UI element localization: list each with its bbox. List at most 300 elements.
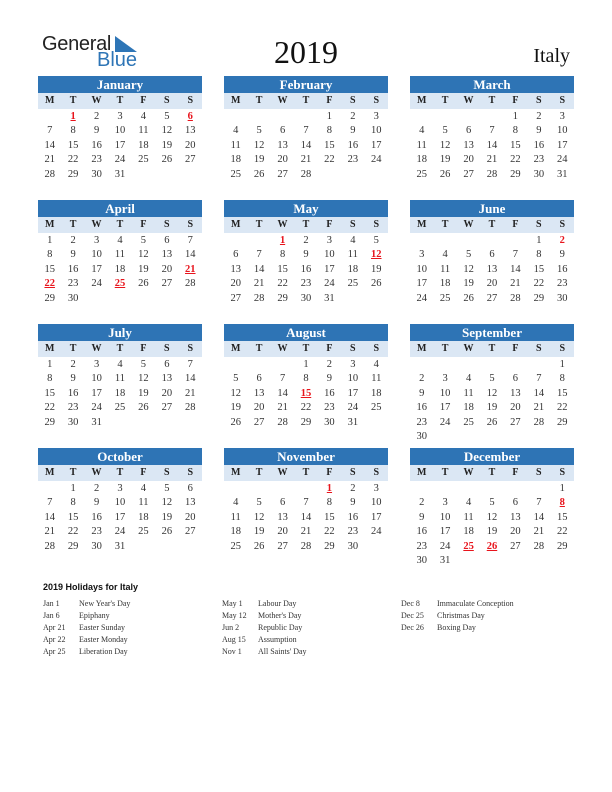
day-cell: 29 (300, 416, 312, 428)
day-cell: 27 (185, 154, 196, 166)
weekday-label: F (512, 467, 519, 478)
day-cell: 3 (117, 483, 123, 494)
day-cell: 23 (416, 416, 427, 428)
holiday-date: Apr 22 (43, 635, 66, 644)
weekday-label: T (441, 467, 449, 478)
day-cell: 27 (510, 416, 521, 428)
day-cell: 23 (557, 278, 568, 290)
day-cell: 20 (185, 511, 196, 523)
weekday-label: M (44, 219, 55, 230)
day-cell: 15 (510, 139, 521, 151)
holiday-date: Jun 2 (222, 623, 240, 632)
day-cell: 11 (463, 387, 474, 399)
weekday-label: T (69, 95, 77, 106)
day-cell: 3 (373, 483, 379, 494)
day-cell: 29 (557, 540, 568, 552)
weekday-label: W (463, 219, 474, 230)
day-cell: 23 (67, 402, 79, 414)
day-cell: 5 (373, 235, 379, 246)
day-cell: 25 (347, 278, 359, 290)
day-cell: 28 (185, 402, 196, 414)
day-cell: 12 (253, 139, 265, 151)
month-header: September (410, 324, 574, 341)
day-cell: 25 (230, 168, 241, 180)
day-cell: 27 (161, 278, 173, 290)
day-cell: 1 (70, 483, 76, 494)
empty-cell (224, 110, 247, 124)
day-cell: 2 (93, 483, 100, 494)
weekday-label: M (230, 343, 241, 354)
day-cell: 6 (279, 497, 286, 509)
day-cell: 30 (533, 168, 545, 180)
empty-cell (480, 482, 503, 496)
day-cell: 7 (47, 497, 53, 509)
day-cell: 13 (185, 497, 196, 509)
day-cell: 14 (185, 373, 196, 385)
day-cell: 8 (279, 249, 286, 261)
holiday-name: Easter Sunday (79, 623, 125, 632)
day-cell: 12 (486, 387, 498, 399)
day-cell: 9 (93, 125, 100, 137)
day-cell: 26 (161, 526, 173, 538)
day-cell: 6 (233, 249, 239, 261)
day-cell: 20 (510, 526, 521, 538)
weekday-label: F (140, 95, 147, 106)
weekday-label: F (512, 219, 519, 230)
weekday-label: M (416, 343, 427, 354)
day-grid (38, 234, 202, 306)
empty-cell (247, 482, 270, 496)
day-cell: 22 (67, 526, 79, 538)
day-cell: 12 (463, 263, 474, 275)
day-cell: 15 (67, 139, 79, 151)
month-july (38, 324, 202, 430)
day-cell: 19 (439, 154, 451, 166)
month-header: May (224, 200, 388, 217)
day-cell: 24 (557, 154, 568, 166)
weekday-label: S (536, 219, 542, 230)
holiday-date: Jan 6 (43, 611, 60, 620)
day-cell: 18 (114, 387, 126, 399)
day-cell: 29 (324, 540, 335, 552)
day-cell: 27 (277, 168, 288, 180)
day-cell: 4 (117, 235, 123, 246)
weekday-row (410, 217, 574, 233)
day-cell: 20 (510, 402, 521, 414)
holiday-date: Nov 1 (222, 647, 242, 656)
weekday-row (224, 341, 388, 357)
weekday-label: T (69, 219, 77, 230)
day-cell: 22 (277, 278, 288, 290)
logo-blue-text: Blue (97, 49, 138, 71)
weekday-label: F (512, 343, 519, 354)
weekday-label: F (140, 219, 147, 230)
weekday-label: T (116, 467, 124, 478)
empty-cell (480, 358, 503, 372)
day-cell: 10 (91, 249, 102, 261)
day-cell: 2 (93, 111, 100, 122)
day-cell: 12 (253, 511, 265, 523)
empty-cell (247, 110, 270, 124)
day-cell: 3 (373, 111, 379, 122)
weekday-row (410, 465, 574, 481)
day-cell: 14 (533, 511, 545, 523)
holiday-row (401, 622, 514, 634)
weekday-label: S (536, 95, 542, 106)
day-cell: 28 (277, 416, 288, 428)
day-cell: 18 (416, 154, 427, 166)
weekday-label: T (488, 343, 496, 354)
day-cell: 17 (114, 139, 126, 151)
day-cell: 3 (93, 359, 100, 370)
month-header: November (224, 448, 388, 465)
day-cell: 5 (233, 373, 239, 385)
day-cell: 18 (347, 263, 359, 275)
day-cell: 17 (91, 263, 102, 275)
day-grid (38, 358, 202, 430)
day-cell: 21 (44, 526, 55, 538)
day-cell: 2 (326, 359, 333, 370)
day-cell: 21 (300, 526, 312, 538)
day-cell: 24 (416, 292, 427, 304)
day-cell: 20 (230, 278, 241, 290)
weekday-label: S (350, 467, 356, 478)
month-header: August (224, 324, 388, 341)
day-cell: 1 (303, 359, 309, 370)
day-cell: 24 (324, 278, 335, 290)
day-cell: 7 (536, 373, 542, 385)
country-label: Italy (533, 45, 570, 67)
day-cell: 9 (350, 497, 356, 509)
day-cell: 1 (326, 111, 333, 122)
weekday-label: W (277, 219, 288, 230)
empty-cell (271, 482, 294, 496)
day-cell: 12 (161, 497, 173, 509)
weekday-label: M (44, 343, 55, 354)
day-cell: 9 (350, 125, 356, 137)
day-cell: 21 (253, 278, 265, 290)
day-cell: 31 (324, 292, 335, 304)
holiday-date: Dec 26 (401, 623, 424, 632)
empty-cell (433, 110, 456, 124)
holiday-day: 12 (371, 249, 382, 261)
day-cell: 25 (416, 168, 427, 180)
day-cell: 9 (70, 373, 76, 385)
day-cell: 16 (91, 511, 102, 523)
day-cell: 2 (419, 497, 425, 509)
day-cell: 18 (230, 154, 241, 166)
day-cell: 15 (67, 511, 79, 523)
day-cell: 20 (161, 387, 173, 399)
day-cell: 25 (371, 402, 382, 414)
day-cell: 24 (439, 416, 451, 428)
day-cell: 23 (91, 154, 102, 166)
holiday-row (43, 622, 130, 634)
day-cell: 14 (300, 139, 312, 151)
day-cell: 22 (300, 402, 312, 414)
day-cell: 18 (138, 139, 149, 151)
day-cell: 19 (371, 263, 382, 275)
day-cell: 21 (44, 154, 55, 166)
weekday-row (38, 93, 202, 109)
day-cell: 5 (489, 497, 495, 509)
day-cell: 8 (303, 373, 309, 385)
day-cell: 5 (256, 125, 262, 137)
day-cell: 10 (439, 387, 451, 399)
day-cell: 21 (486, 154, 498, 166)
weekday-label: S (164, 219, 170, 230)
day-cell: 17 (439, 402, 451, 414)
weekday-label: F (326, 219, 333, 230)
empty-cell (433, 234, 456, 248)
day-cell: 29 (510, 168, 521, 180)
day-cell: 10 (371, 125, 382, 137)
day-cell: 20 (463, 154, 474, 166)
day-cell: 10 (557, 125, 568, 137)
weekday-label: T (255, 343, 263, 354)
day-cell: 7 (303, 497, 309, 509)
empty-cell (410, 234, 433, 248)
day-cell: 22 (557, 526, 568, 538)
weekday-label: W (463, 95, 474, 106)
weekday-label: T (488, 95, 496, 106)
day-cell: 13 (463, 139, 474, 151)
day-cell: 25 (138, 154, 149, 166)
weekday-label: F (140, 467, 147, 478)
month-november (224, 448, 388, 554)
day-cell: 17 (371, 511, 382, 523)
month-header: January (38, 76, 202, 93)
day-cell: 26 (253, 168, 265, 180)
empty-cell (224, 358, 247, 372)
day-cell: 20 (185, 139, 196, 151)
day-cell: 11 (440, 263, 451, 275)
day-cell: 25 (138, 526, 149, 538)
empty-cell (504, 482, 527, 496)
day-cell: 10 (114, 125, 126, 137)
day-cell: 26 (138, 402, 149, 414)
day-cell: 20 (161, 263, 173, 275)
day-cell: 2 (419, 373, 425, 385)
day-cell: 13 (161, 373, 173, 385)
day-cell: 8 (70, 497, 76, 509)
weekday-label: S (373, 95, 380, 106)
day-cell: 6 (512, 497, 519, 509)
weekday-label: F (512, 95, 519, 106)
day-cell: 16 (300, 263, 312, 275)
day-cell: 3 (559, 111, 565, 122)
day-cell: 11 (138, 125, 149, 137)
weekday-label: W (91, 95, 102, 106)
day-cell: 16 (67, 387, 79, 399)
day-cell: 4 (350, 235, 356, 246)
day-cell: 7 (489, 125, 495, 137)
day-cell: 13 (510, 387, 521, 399)
day-cell: 28 (486, 168, 498, 180)
day-cell: 5 (140, 359, 147, 370)
weekday-label: T (441, 95, 449, 106)
weekday-label: T (69, 467, 77, 478)
month-march (410, 76, 574, 182)
weekday-label: T (441, 219, 449, 230)
day-cell: 4 (117, 359, 123, 370)
day-cell: 24 (439, 540, 451, 552)
day-cell: 25 (439, 292, 451, 304)
day-cell: 28 (44, 540, 55, 552)
day-cell: 28 (253, 292, 265, 304)
month-august (224, 324, 388, 430)
day-cell: 27 (253, 416, 265, 428)
day-cell: 17 (324, 263, 335, 275)
day-cell: 7 (303, 125, 309, 137)
day-cell: 22 (324, 154, 335, 166)
empty-cell (271, 358, 294, 372)
day-cell: 16 (67, 263, 79, 275)
day-cell: 28 (300, 168, 312, 180)
holiday-day: 8 (559, 497, 565, 509)
day-cell: 15 (324, 511, 335, 523)
weekday-label: T (488, 467, 496, 478)
day-cell: 17 (439, 526, 451, 538)
day-grid (224, 110, 388, 182)
day-cell: 23 (300, 278, 312, 290)
day-cell: 23 (533, 154, 545, 166)
day-cell: 15 (44, 263, 55, 275)
day-cell: 31 (347, 416, 359, 428)
day-cell: 5 (442, 125, 448, 137)
day-cell: 13 (486, 263, 498, 275)
day-cell: 26 (138, 278, 149, 290)
month-october (38, 448, 202, 554)
day-cell: 12 (138, 373, 149, 385)
holiday-day: 6 (187, 111, 193, 122)
day-cell: 21 (277, 402, 288, 414)
weekday-label: F (140, 343, 147, 354)
day-cell: 25 (230, 540, 241, 552)
holiday-date: May 12 (222, 611, 247, 620)
day-cell: 12 (138, 249, 149, 261)
holiday-name: Republic Day (258, 623, 303, 632)
day-cell: 16 (91, 139, 102, 151)
day-cell: 16 (533, 139, 545, 151)
day-cell: 14 (44, 511, 55, 523)
day-cell: 21 (185, 387, 196, 399)
day-cell: 18 (371, 387, 382, 399)
weekday-label: M (416, 95, 427, 106)
holiday-name: Assumption (258, 635, 297, 644)
day-cell: 8 (512, 125, 519, 137)
day-cell: 20 (277, 154, 288, 166)
day-cell: 4 (465, 373, 472, 385)
holiday-day: 25 (463, 540, 474, 552)
day-cell: 8 (70, 125, 76, 137)
day-cell: 19 (230, 402, 241, 414)
weekday-label: M (230, 219, 241, 230)
day-cell: 15 (557, 387, 568, 399)
day-cell: 19 (161, 139, 173, 151)
day-cell: 3 (442, 497, 448, 509)
day-cell: 14 (533, 387, 545, 399)
day-cell: 27 (230, 292, 241, 304)
weekday-label: T (255, 467, 263, 478)
weekday-label: M (230, 467, 241, 478)
day-grid (410, 482, 574, 568)
day-cell: 31 (439, 554, 451, 566)
weekday-label: S (559, 219, 566, 230)
empty-cell (504, 234, 527, 248)
weekday-row (38, 217, 202, 233)
empty-cell (457, 482, 480, 496)
holiday-row (401, 598, 514, 610)
weekday-label: W (277, 343, 288, 354)
holiday-row (43, 634, 130, 646)
day-cell: 16 (347, 511, 359, 523)
day-cell: 16 (557, 263, 568, 275)
holiday-date: Jan 1 (43, 599, 60, 608)
day-cell: 23 (347, 526, 359, 538)
day-cell: 30 (300, 292, 312, 304)
weekday-label: S (373, 343, 380, 354)
day-cell: 23 (347, 154, 359, 166)
day-grid (224, 234, 388, 306)
day-cell: 4 (233, 125, 239, 137)
day-cell: 22 (557, 402, 568, 414)
day-cell: 13 (277, 511, 288, 523)
day-cell: 1 (47, 235, 53, 246)
logo-general-text: General (42, 33, 112, 55)
month-april (38, 200, 202, 306)
day-cell: 17 (91, 387, 102, 399)
weekday-label: M (44, 467, 55, 478)
weekday-label: S (350, 219, 356, 230)
holiday-row (43, 610, 130, 622)
empty-cell (38, 110, 61, 124)
day-cell: 14 (300, 511, 312, 523)
empty-cell (527, 358, 550, 372)
day-grid (224, 482, 388, 554)
page-title-year: 2019 (274, 34, 338, 70)
holiday-name: Boxing Day (437, 623, 476, 632)
day-cell: 9 (419, 387, 425, 399)
day-cell: 7 (279, 373, 286, 385)
holiday-day: 15 (300, 387, 312, 399)
day-cell: 8 (47, 373, 53, 385)
day-cell: 9 (419, 511, 425, 523)
day-cell: 13 (185, 125, 196, 137)
holiday-column (43, 598, 130, 658)
day-cell: 17 (557, 139, 568, 151)
day-cell: 6 (187, 483, 193, 494)
day-cell: 12 (230, 387, 241, 399)
weekday-label: M (44, 95, 55, 106)
day-cell: 24 (347, 402, 359, 414)
day-cell: 18 (439, 278, 451, 290)
empty-cell (294, 482, 317, 496)
day-grid (410, 358, 574, 444)
weekday-label: T (302, 467, 310, 478)
day-cell: 19 (253, 526, 265, 538)
empty-cell (224, 482, 247, 496)
day-cell: 11 (230, 139, 241, 151)
day-cell: 4 (465, 497, 472, 509)
empty-cell (433, 358, 456, 372)
holiday-date: Dec 25 (401, 611, 424, 620)
day-cell: 1 (559, 359, 565, 370)
day-cell: 9 (303, 249, 309, 261)
weekday-label: S (164, 467, 170, 478)
holiday-name: Epiphany (79, 611, 110, 620)
day-cell: 3 (442, 373, 448, 385)
